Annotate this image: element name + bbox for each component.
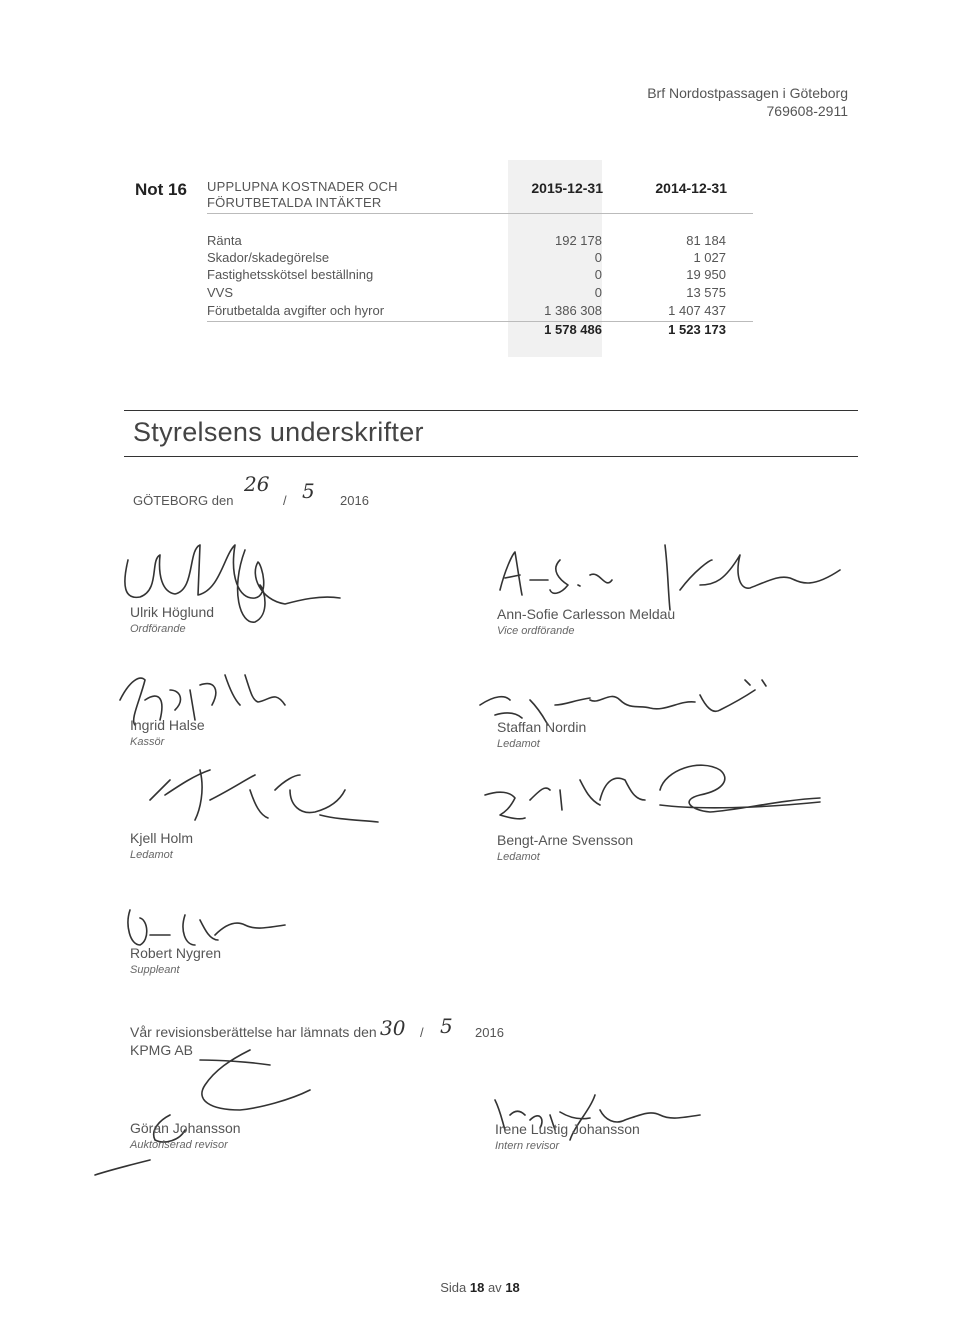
footer-total: 18 [505, 1280, 520, 1295]
signatory-name: Staffan Nordin [497, 719, 587, 735]
note-title-line-1: UPPLUPNA KOSTNADER OCH [207, 179, 398, 194]
total-2014: 1 523 173 [668, 322, 726, 337]
signatory-role: Kassör [130, 736, 165, 748]
row-value-2015: 192 178 [555, 233, 602, 248]
signatory-role: Suppleant [130, 964, 180, 976]
signatory-name: Ulrik Höglund [130, 604, 215, 620]
signatory [497, 606, 675, 639]
audit-statement: Vår revisionsberättelse har lämnats den [130, 1024, 377, 1040]
date-separator: / [283, 493, 287, 508]
signatory-name: Ingrid Halse [130, 717, 205, 733]
signatory-role: Vice ordförande [497, 625, 575, 637]
total-2015: 1 578 486 [544, 322, 602, 337]
auditor-name: Göran Johansson [130, 1120, 241, 1136]
internal-auditor [495, 1121, 640, 1154]
row-label: Skador/skadegörelse [207, 250, 330, 265]
signature-kjell-holm [150, 770, 378, 822]
signatory-role: Ordförande [130, 623, 186, 635]
footer-of: av [487, 1280, 502, 1295]
date-month-handwritten: 5 [302, 479, 315, 503]
row-value-2014: 1 407 437 [668, 303, 726, 318]
note-number: Not 16 [135, 180, 187, 199]
audit-date-separator: / [420, 1025, 424, 1040]
section-title: Styrelsens underskrifter [133, 417, 424, 447]
row-value-2015: 0 [594, 285, 602, 300]
signatory-role: Ledamot [130, 849, 173, 861]
signature-bengt-arne [485, 765, 820, 819]
audit-firm: KPMG AB [130, 1042, 194, 1058]
footer-prefix: Sida [440, 1280, 467, 1295]
footer-page: 18 [469, 1280, 485, 1295]
row-value-2015: 0 [594, 250, 602, 265]
row-value-2015: 1 386 308 [544, 303, 602, 318]
signatory [130, 945, 221, 978]
signatory-name: Ann-Sofie Carlesson Meldau [497, 606, 676, 622]
signatory [497, 719, 586, 752]
org-name: Brf Nordostpassagen i Göteborg [647, 85, 848, 101]
page-footer [0, 1280, 960, 1295]
signatory-role: Ledamot [497, 738, 540, 750]
signatory-role: Ledamot [497, 851, 540, 863]
audit-month-handwritten: 5 [440, 1014, 453, 1038]
row-label: Fastighetsskötsel beställning [207, 267, 374, 282]
signatory [130, 830, 193, 863]
date-day-handwritten: 26 [244, 472, 270, 496]
row-value-2014: 1 027 [693, 250, 726, 265]
signatory [130, 604, 214, 637]
signatory-name: Bengt-Arne Svensson [497, 832, 634, 848]
audit-year: 2016 [475, 1025, 504, 1040]
org-number: 769608-2911 [766, 103, 848, 119]
signature-goran-johansson [95, 1050, 310, 1175]
signature-ann-sofie [500, 545, 840, 610]
signatory-name: Robert Nygren [130, 945, 222, 961]
row-label: VVS [207, 285, 234, 300]
row-label: Förutbetalda avgifter och hyror [207, 303, 385, 318]
note-title-line-2: FÖRUTBETALDA INTÄKTER [207, 195, 382, 210]
row-value-2014: 81 184 [686, 233, 726, 248]
signatory [130, 717, 205, 750]
date-place-label: GÖTEBORG den [133, 493, 234, 508]
row-label: Ränta [207, 233, 242, 248]
internal-auditor-name: Irene Lustig Johansson [495, 1121, 640, 1137]
column-header-2014: 2014-12-31 [655, 180, 727, 196]
internal-auditor-role: Intern revisor [495, 1140, 560, 1152]
column-header-2015: 2015-12-31 [531, 180, 603, 196]
signature-robert-nygren [128, 910, 285, 945]
date-year: 2016 [340, 493, 369, 508]
signatory-name: Kjell Holm [130, 830, 194, 846]
auditor [130, 1120, 241, 1153]
audit-day-handwritten: 30 [380, 1016, 406, 1040]
signatory [497, 832, 633, 865]
row-value-2014: 19 950 [686, 267, 726, 282]
row-value-2014: 13 575 [686, 285, 726, 300]
auditor-role: Auktoriserad revisor [130, 1139, 228, 1151]
row-value-2015: 0 [594, 267, 602, 282]
